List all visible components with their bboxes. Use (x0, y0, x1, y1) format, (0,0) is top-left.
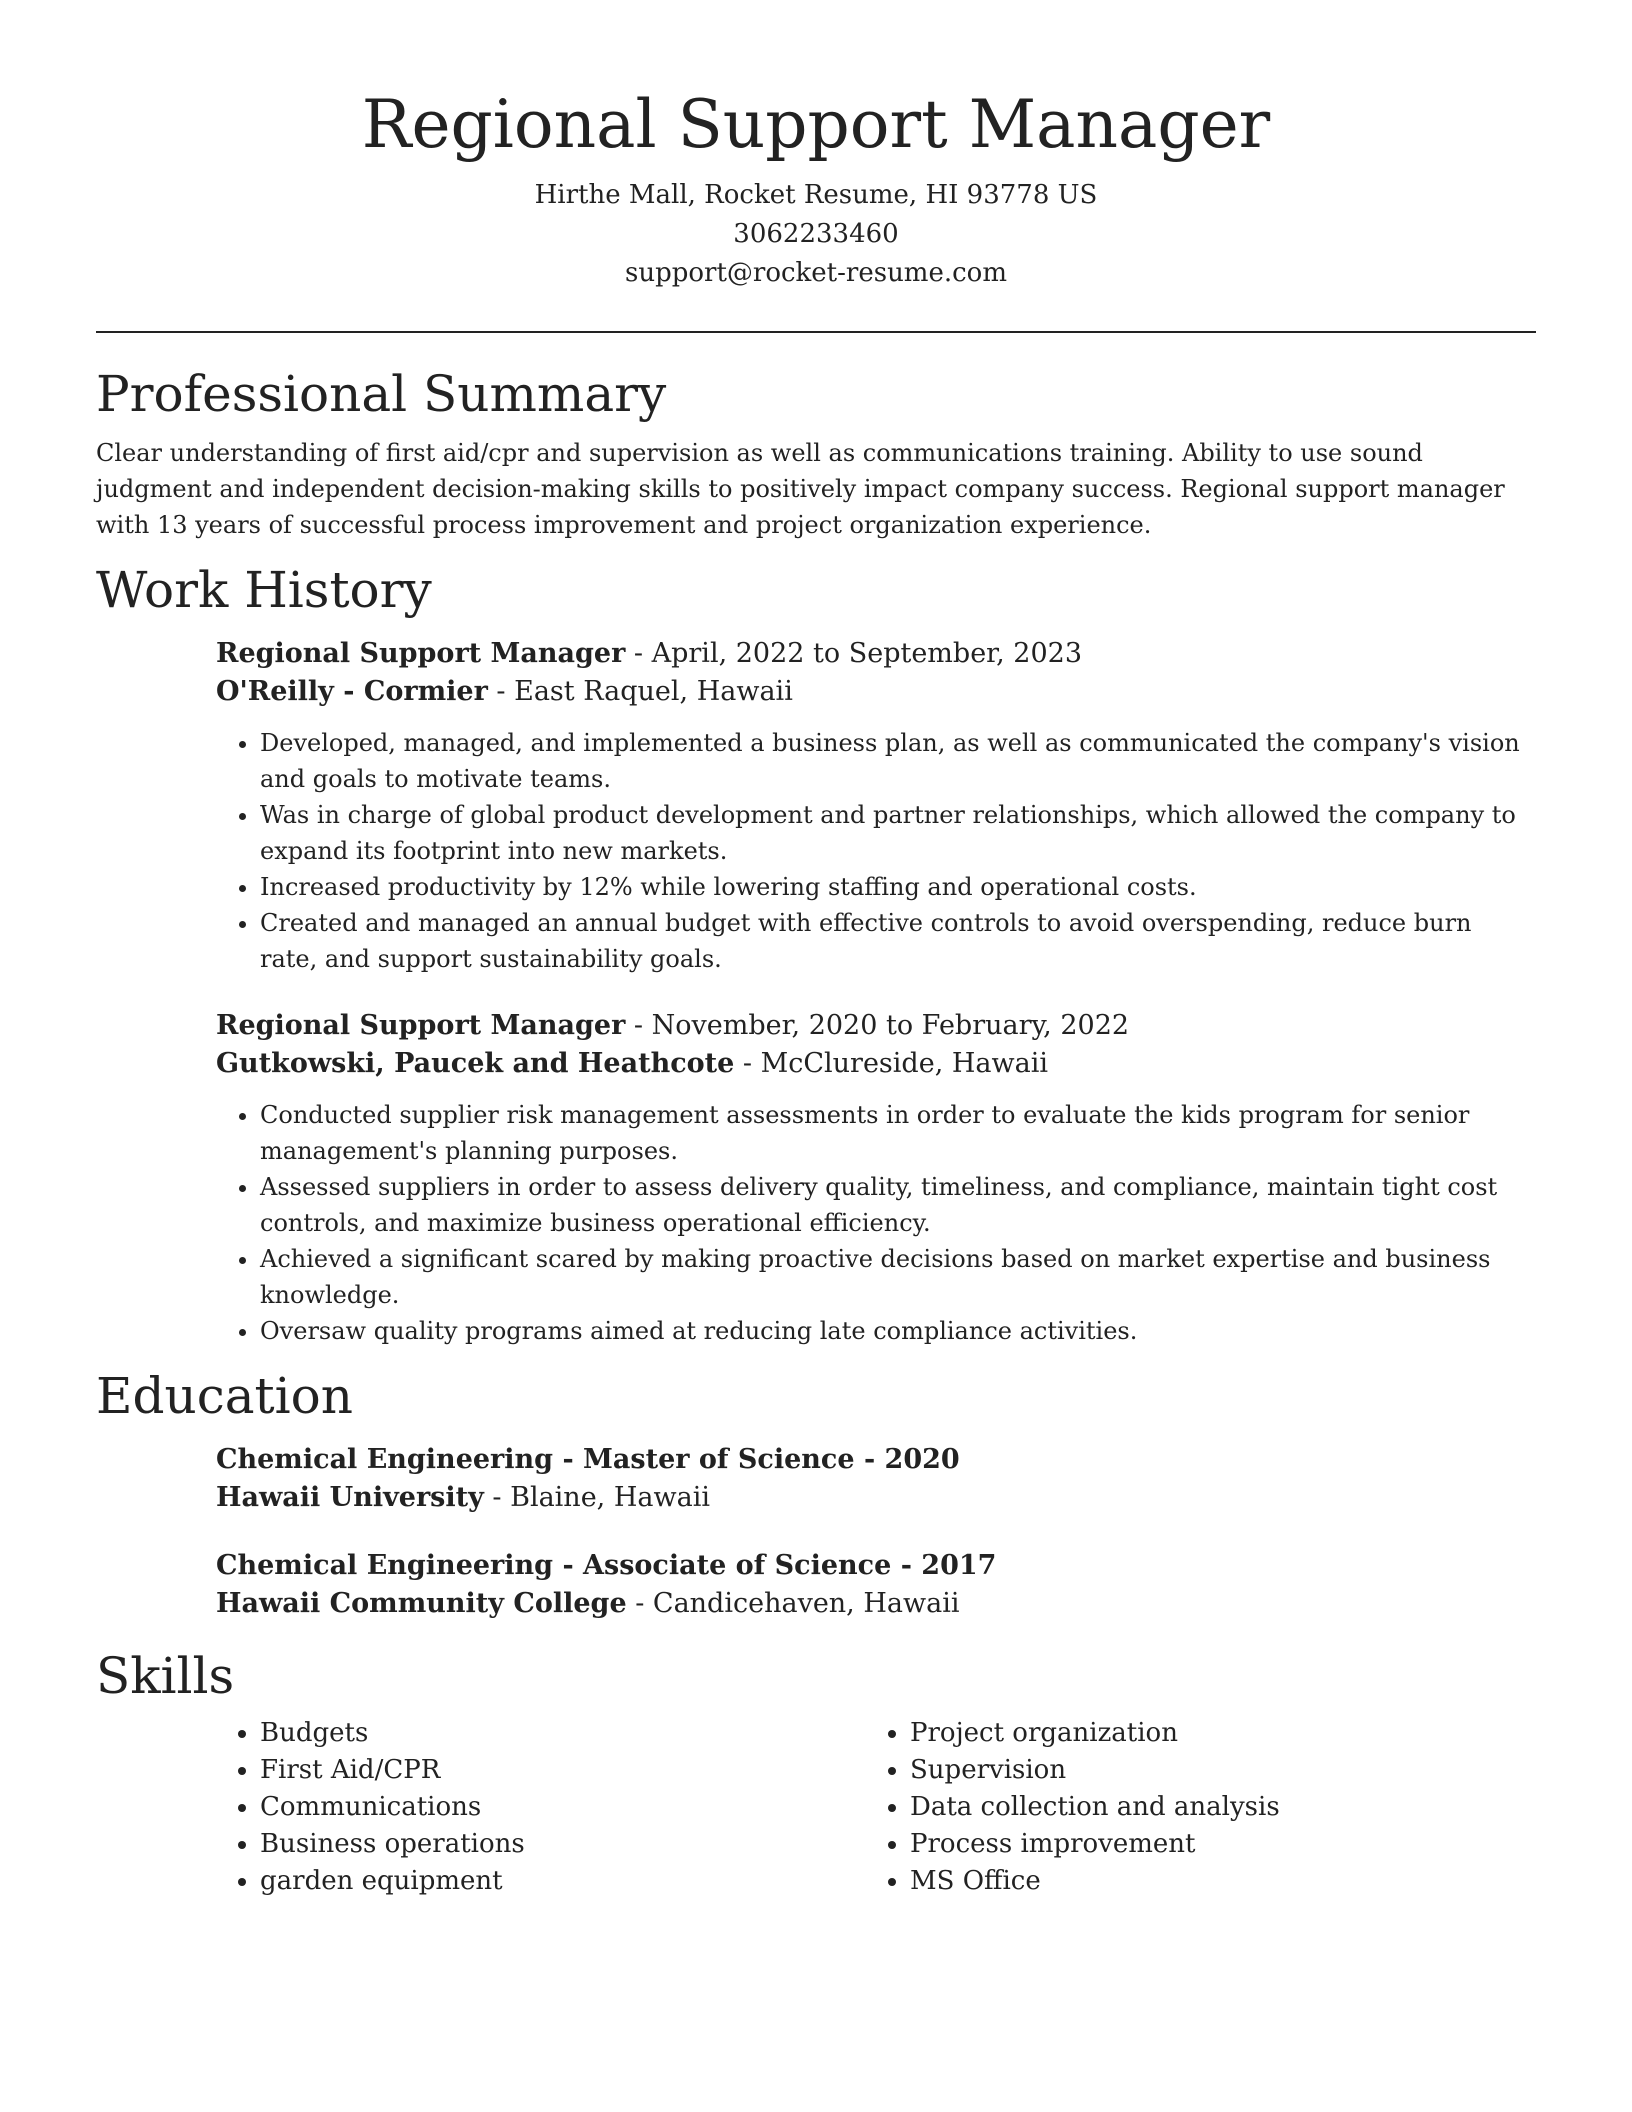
job-bullet: • Developed, managed, and implemented a business plan, as well as communicated the company's vision and goals to motivate teams. (260, 725, 1536, 797)
school-line (216, 1479, 1536, 1517)
school-line (216, 1585, 1536, 1623)
job-location: - East Raquel, Hawaii (487, 676, 793, 707)
skill-item: • MS Office (910, 1863, 1516, 1900)
summary-text: Clear understanding of first aid/cpr and supervision as well as communications training. Ability to use sound judgment and independent decision-making skills to positively impact company success. Regional support manager with 13 years of successful process improvement and project organization experience. (96, 439, 1505, 539)
job-company-line (216, 1045, 1536, 1083)
summary-title: Professional Summary (96, 365, 667, 423)
candidate-name: Regional Support Manager (361, 86, 1271, 163)
job-bullet: • Conducted supplier risk management assessments in order to evaluate the kids program for senior management's planning purposes. (260, 1097, 1536, 1169)
email: support@rocket-resume.com (624, 258, 1007, 288)
skill-item: • Business operations (260, 1826, 866, 1863)
job-bullets (216, 725, 1536, 977)
job-dates: - April, 2022 to September, 2023 (625, 638, 1082, 669)
skill-item: • Budgets (260, 1715, 866, 1752)
job-entry (216, 635, 1536, 977)
job-bullet: • Increased productivity by 12% while lowering staffing and operational costs. (260, 869, 1536, 905)
education-entry (216, 1547, 1536, 1623)
address: Hirthe Mall, Rocket Resume, HI 93778 US (534, 180, 1098, 210)
degree: Chemical Engineering - Associate of Science - 2017 (216, 1550, 997, 1581)
job-bullet: • Oversaw quality programs aimed at reducing late compliance activities. (260, 1313, 1536, 1349)
work-history-title: Work History (96, 561, 432, 619)
job-bullet: • Assessed suppliers in order to assess delivery quality, timeliness, and compliance, maintain tight cost controls, and maximize business operational efficiency. (260, 1169, 1536, 1241)
education-entry (216, 1441, 1536, 1517)
skills-list-left (216, 1715, 866, 1900)
job-company-line (216, 673, 1536, 711)
school-location: - Blaine, Hawaii (483, 1482, 710, 1513)
skill-item: • Communications (260, 1789, 866, 1826)
school-name: Hawaii Community College (216, 1588, 627, 1619)
job-dates: - November, 2020 to February, 2022 (625, 1010, 1130, 1041)
school-location: - Candicehaven, Hawaii (626, 1588, 960, 1619)
skill-item: • Data collection and analysis (910, 1789, 1516, 1826)
skills-section (96, 1643, 1536, 1900)
job-bullet: • Was in charge of global product development and partner relationships, which allowed the company to expand its footprint into new markets. (260, 797, 1536, 869)
education-title: Education (96, 1367, 353, 1425)
phone: 3062233460 (733, 219, 899, 249)
skills-columns (216, 1715, 1536, 1900)
skill-item: • garden equipment (260, 1863, 866, 1900)
skill-item: • Project organization (910, 1715, 1516, 1752)
job-bullets (216, 1097, 1536, 1349)
job-role: Regional Support Manager (216, 638, 626, 669)
header-divider (96, 331, 1536, 333)
job-bullet: • Created and managed an annual budget with effective controls to avoid overspending, reduce burn rate, and support sustainability goals. (260, 905, 1536, 977)
job-entry (216, 1007, 1536, 1349)
degree-line (216, 1547, 1536, 1585)
skills-title: Skills (96, 1647, 235, 1705)
skill-item: • Process improvement (910, 1826, 1516, 1863)
degree: Chemical Engineering - Master of Science - 2020 (216, 1444, 960, 1475)
skill-item: • Supervision (910, 1752, 1516, 1789)
job-bullet: • Achieved a significant scared by making proactive decisions based on market expertise and business knowledge. (260, 1241, 1536, 1313)
contact-block (96, 176, 1536, 293)
job-role: Regional Support Manager (216, 1010, 626, 1041)
job-company: Gutkowski, Paucek and Heathcote (216, 1048, 735, 1079)
work-history-section (96, 557, 1536, 1349)
school-name: Hawaii University (216, 1482, 484, 1513)
job-location: - McClureside, Hawaii (734, 1048, 1048, 1079)
skill-item: • First Aid/CPR (260, 1752, 866, 1789)
job-company: O'Reilly - Cormier (216, 676, 488, 707)
job-title-line (216, 635, 1536, 673)
degree-line (216, 1441, 1536, 1479)
skills-list-right (866, 1715, 1516, 1900)
education-section (96, 1363, 1536, 1623)
summary-section (96, 361, 1536, 543)
job-title-line (216, 1007, 1536, 1045)
resume-header (96, 0, 1536, 293)
